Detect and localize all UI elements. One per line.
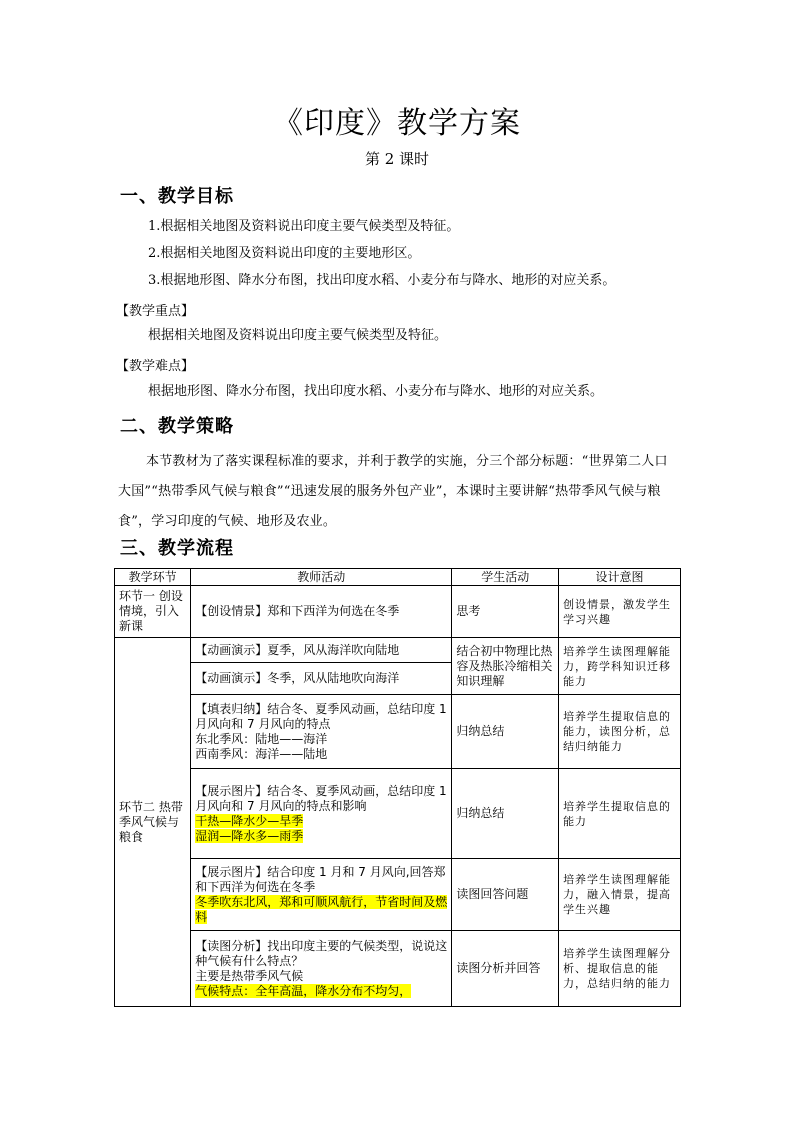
table-row: [115, 586, 681, 638]
goal-item: 2.根据相关地图及资料说出印度的主要地形区。: [148, 246, 421, 261]
teacher-activity-text: 东北季风：陆地——海洋: [195, 731, 328, 746]
highlighted-answer: 气候特点：全年高温，降水分布不均匀，: [195, 983, 412, 998]
teacher-activity-cell: [191, 931, 452, 1007]
teacher-activity-text: 【展示图片】结合冬、夏季风动画，总结印度 1 月风向和 7 月风向的特点和影响: [195, 783, 447, 813]
student-activity-cell: 读图分析并回答: [452, 931, 559, 1007]
teacher-activity-text: 【填表归纳】结合冬、夏季风动画，总结印度 1 月风向和 7 月风向的特点: [195, 701, 447, 731]
header-student: 学生活动: [452, 569, 559, 586]
design-intent-cell: 培养学生读图理解能力，跨学科知识迁移能力: [559, 638, 681, 695]
goal-item: 3.根据地形图、降水分布图，找出印度水稻、小麦分布与降水、地形的对应关系。: [148, 273, 616, 288]
lesson-subtitle: 第 2 课时: [364, 150, 430, 168]
teacher-activity-cell: [191, 695, 452, 769]
student-activity-cell: 归纳总结: [452, 695, 559, 769]
goal-item: 1.根据相关地图及资料说出印度主要气候类型及特征。: [148, 219, 460, 234]
student-activity-cell: 读图回答问题: [452, 859, 559, 931]
header-teacher: 教师活动: [191, 569, 452, 586]
student-activity-cell: 思考: [452, 586, 559, 638]
design-intent-cell: 培养学生读图理解分析、提取信息的能力，总结归纳的能力: [559, 931, 681, 1007]
key-point-text: 根据相关地图及资料说出印度主要气候类型及特征。: [148, 328, 448, 343]
table-row: [115, 769, 681, 859]
header-stage: 教学环节: [115, 569, 191, 586]
section-heading-goals: 一、教学目标: [120, 186, 234, 207]
difficulty-text: 根据地形图、降水分布图，找出印度水稻、小麦分布与降水、地形的对应关系。: [148, 384, 604, 399]
highlighted-answer: 湿润—降水多—雨季: [195, 828, 304, 843]
section-heading-strategy: 二、教学策略: [120, 416, 234, 437]
design-intent-cell: 培养学生提取信息的能力，读图分析，总结归纳能力: [559, 695, 681, 769]
teacher-activity-cell: [191, 859, 452, 931]
table-row: [115, 695, 681, 769]
teacher-activity-cell: 【创设情景】郑和下西洋为何选在冬季: [191, 586, 452, 638]
teacher-activity-cell: [191, 769, 452, 859]
table-header-row: [115, 569, 681, 586]
page-title: 《印度》教学方案: [273, 106, 521, 141]
stage-cell: 环节一 创设情境，引入新课: [115, 586, 191, 638]
section-heading-flow: 三、教学流程: [120, 538, 234, 559]
student-activity-cell: 结合初中物理比热容及热胀冷缩相关知识理解: [452, 638, 559, 695]
key-point-label: 【教学重点】: [116, 304, 195, 319]
difficulty-label: 【教学难点】: [116, 359, 195, 374]
teacher-activity-cell: 【动画演示】夏季，风从海洋吹向陆地: [191, 638, 452, 663]
teacher-activity-text: 【展示图片】结合印度 1 月和 7 月风向,回答郑和下西洋为何选在冬季: [195, 864, 446, 894]
highlighted-answer: 冬季吹东北风，郑和可顺风航行，节省时间及燃料: [195, 894, 448, 924]
strategy-paragraph: 本节教材为了落实课程标准的要求，并利于教学的实施，分三个部分标题：“世界第二人口大国”“热带季风气候与粮食”“迅速发展的服务外包产业”，本课时主要讲解“热带季风气候与粮食”，学习印度的气候、地形及农业。: [118, 454, 668, 529]
design-intent-cell: 培养学生提取信息的能力: [559, 769, 681, 859]
design-intent-cell: 创设情景，激发学生学习兴趣: [559, 586, 681, 638]
teacher-activity-text: 【读图分析】找出印度主要的气候类型，说说这种气候有什么特点？: [195, 938, 448, 968]
teacher-activity-text: 西南季风：海洋——陆地: [195, 746, 328, 761]
teacher-activity-cell: 【动画演示】冬季，风从陆地吹向海洋: [191, 663, 452, 695]
highlighted-answer: 干热—降水少—旱季: [195, 813, 304, 828]
stage-cell: 环节二 热带季风气候与粮食: [115, 638, 191, 1007]
header-intent: 设计意图: [559, 569, 681, 586]
table-row: [115, 931, 681, 1007]
teaching-flow-table: [114, 568, 681, 1007]
design-intent-cell: 培养学生读图理解能力，融入情景，提高学生兴趣: [559, 859, 681, 931]
teacher-activity-text: 主要是热带季风气候: [195, 968, 304, 983]
student-activity-cell: 归纳总结: [452, 769, 559, 859]
table-row: [115, 638, 681, 663]
table-row: [115, 859, 681, 931]
